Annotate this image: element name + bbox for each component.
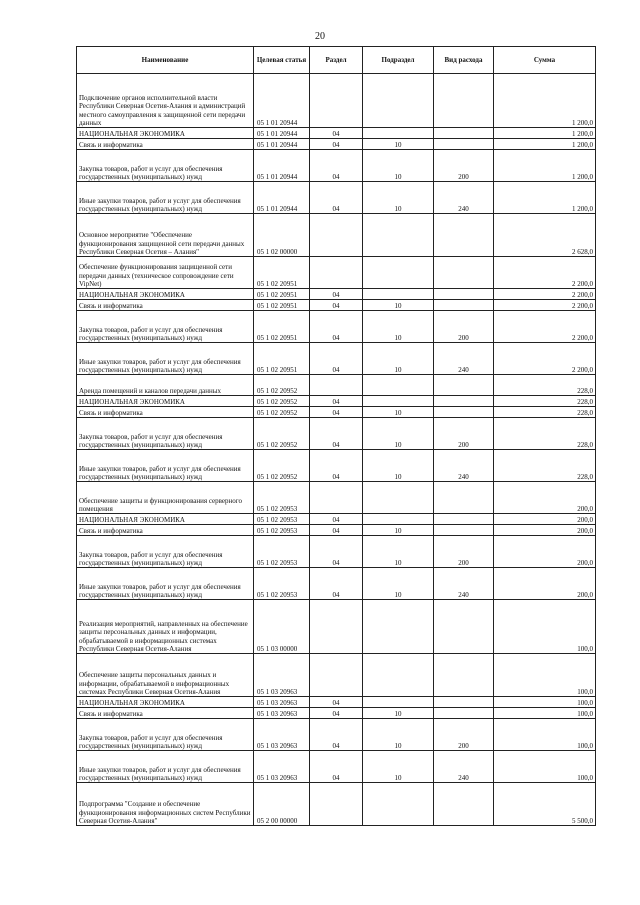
cell-section: 04 [310, 719, 363, 751]
cell-target-article: 05 2 00 00000 [254, 783, 310, 826]
cell-name: Иные закупки товаров, работ и услуг для обеспечения государственных (муниципальных) нужд [77, 568, 254, 600]
cell-sum: 200,0 [494, 514, 596, 525]
cell-section [310, 600, 363, 654]
table-body [77, 74, 596, 826]
cell-section: 04 [310, 450, 363, 482]
table-row [77, 343, 596, 375]
cell-subsection: 10 [363, 407, 434, 418]
cell-target-article: 05 1 03 20963 [254, 751, 310, 783]
table-row [77, 600, 596, 654]
cell-target-article: 05 1 02 20951 [254, 300, 310, 311]
cell-section: 04 [310, 343, 363, 375]
cell-expense-type [434, 74, 494, 128]
cell-sum: 2 200,0 [494, 257, 596, 289]
cell-sum: 1 200,0 [494, 139, 596, 150]
cell-sum: 228,0 [494, 375, 596, 396]
cell-sum: 1 200,0 [494, 128, 596, 139]
cell-expense-type [434, 375, 494, 396]
budget-table [76, 46, 596, 826]
header-name: Наименование [77, 47, 254, 74]
cell-target-article: 05 1 02 20953 [254, 514, 310, 525]
cell-target-article: 05 1 01 20944 [254, 139, 310, 150]
cell-subsection: 10 [363, 311, 434, 343]
cell-section: 04 [310, 139, 363, 150]
cell-expense-type [434, 407, 494, 418]
cell-expense-type [434, 514, 494, 525]
table-row [77, 568, 596, 600]
cell-name: НАЦИОНАЛЬНАЯ ЭКОНОМИКА [77, 128, 254, 139]
cell-section: 04 [310, 525, 363, 536]
cell-name: Закупка товаров, работ и услуг для обеспечения государственных (муниципальных) нужд [77, 418, 254, 450]
cell-target-article: 05 1 03 20963 [254, 708, 310, 719]
cell-sum: 228,0 [494, 450, 596, 482]
cell-name: Иные закупки товаров, работ и услуг для обеспечения государственных (муниципальных) нужд [77, 450, 254, 482]
cell-target-article: 05 1 02 20951 [254, 289, 310, 300]
page-number: 20 [315, 31, 325, 42]
cell-subsection: 10 [363, 343, 434, 375]
cell-sum: 2 200,0 [494, 343, 596, 375]
cell-expense-type [434, 708, 494, 719]
cell-section [310, 783, 363, 826]
cell-name: Иные закупки товаров, работ и услуг для обеспечения государственных (муниципальных) нужд [77, 182, 254, 214]
cell-name: Аренда помещений и каналов передачи данных [77, 375, 254, 396]
table-row [77, 697, 596, 708]
cell-section: 04 [310, 514, 363, 525]
cell-target-article: 05 1 02 20951 [254, 257, 310, 289]
cell-section [310, 375, 363, 396]
cell-expense-type: 240 [434, 568, 494, 600]
cell-subsection: 10 [363, 418, 434, 450]
cell-subsection [363, 654, 434, 697]
cell-name: Связь и информатика [77, 708, 254, 719]
cell-section [310, 482, 363, 514]
cell-section: 04 [310, 697, 363, 708]
cell-expense-type [434, 257, 494, 289]
cell-section [310, 74, 363, 128]
table-row [77, 150, 596, 182]
cell-expense-type: 200 [434, 311, 494, 343]
cell-subsection [363, 783, 434, 826]
cell-target-article: 05 1 03 20963 [254, 654, 310, 697]
cell-section: 04 [310, 708, 363, 719]
table-row [77, 375, 596, 396]
cell-sum: 100,0 [494, 751, 596, 783]
cell-target-article: 05 1 02 20951 [254, 311, 310, 343]
table-header-row [77, 47, 596, 74]
table-row [77, 536, 596, 568]
cell-name: Реализация мероприятий, направленных на обеспечение защиты персональных данных и информации, обрабатываемой в информационных системах Республики Северная Осетия-Алания [77, 600, 254, 654]
cell-sum: 2 200,0 [494, 289, 596, 300]
cell-subsection: 10 [363, 568, 434, 600]
cell-target-article: 05 1 02 20952 [254, 407, 310, 418]
cell-expense-type: 240 [434, 343, 494, 375]
cell-sum: 228,0 [494, 407, 596, 418]
cell-subsection: 10 [363, 450, 434, 482]
cell-subsection: 10 [363, 536, 434, 568]
cell-sum: 100,0 [494, 708, 596, 719]
cell-expense-type: 240 [434, 182, 494, 214]
cell-sum: 200,0 [494, 536, 596, 568]
cell-section [310, 654, 363, 697]
cell-subsection [363, 74, 434, 128]
cell-sum: 5 500,0 [494, 783, 596, 826]
table-row [77, 654, 596, 697]
cell-expense-type [434, 600, 494, 654]
cell-expense-type: 240 [434, 450, 494, 482]
cell-sum: 100,0 [494, 719, 596, 751]
table-row [77, 418, 596, 450]
table-row [77, 719, 596, 751]
table-row [77, 482, 596, 514]
cell-target-article: 05 1 03 20963 [254, 719, 310, 751]
cell-sum: 1 200,0 [494, 150, 596, 182]
cell-target-article: 05 1 02 20953 [254, 482, 310, 514]
table-row [77, 708, 596, 719]
cell-section: 04 [310, 568, 363, 600]
cell-expense-type: 200 [434, 536, 494, 568]
cell-subsection [363, 514, 434, 525]
cell-sum: 2 628,0 [494, 214, 596, 257]
cell-sum: 100,0 [494, 697, 596, 708]
table-row [77, 525, 596, 536]
cell-name: Подключение органов исполнительной власти Республики Северная Осетия-Алания и администраций местного самоуправления к защищенной сети передачи данных [77, 74, 254, 128]
cell-target-article: 05 1 02 20951 [254, 343, 310, 375]
table-row [77, 289, 596, 300]
cell-section: 04 [310, 128, 363, 139]
table-row [77, 514, 596, 525]
cell-name: Обеспечение защиты персональных данных и информации, обрабатываемой в информационных системах Республики Северная Осетия-Алания [77, 654, 254, 697]
cell-expense-type [434, 654, 494, 697]
cell-name: Закупка товаров, работ и услуг для обеспечения государственных (муниципальных) нужд [77, 536, 254, 568]
cell-target-article: 05 1 01 20944 [254, 150, 310, 182]
cell-subsection [363, 214, 434, 257]
cell-section: 04 [310, 150, 363, 182]
cell-subsection [363, 257, 434, 289]
cell-sum: 228,0 [494, 396, 596, 407]
cell-section: 04 [310, 751, 363, 783]
cell-expense-type [434, 289, 494, 300]
cell-subsection [363, 289, 434, 300]
cell-subsection [363, 600, 434, 654]
cell-name: Связь и информатика [77, 139, 254, 150]
cell-section: 04 [310, 300, 363, 311]
cell-section: 04 [310, 396, 363, 407]
cell-sum: 228,0 [494, 418, 596, 450]
cell-target-article: 05 1 02 20952 [254, 450, 310, 482]
cell-target-article: 05 1 02 20953 [254, 568, 310, 600]
cell-name: Связь и информатика [77, 407, 254, 418]
cell-expense-type [434, 482, 494, 514]
cell-name: НАЦИОНАЛЬНАЯ ЭКОНОМИКА [77, 514, 254, 525]
table-row [77, 257, 596, 289]
cell-target-article: 05 1 02 20953 [254, 536, 310, 568]
table-row [77, 128, 596, 139]
cell-subsection: 10 [363, 139, 434, 150]
cell-sum: 200,0 [494, 568, 596, 600]
table-row [77, 311, 596, 343]
header-expense-type: Вид расхода [434, 47, 494, 74]
table-row [77, 214, 596, 257]
cell-subsection: 10 [363, 708, 434, 719]
cell-subsection: 10 [363, 300, 434, 311]
header-subsection: Подраздел [363, 47, 434, 74]
cell-subsection [363, 697, 434, 708]
cell-expense-type: 240 [434, 751, 494, 783]
cell-name: НАЦИОНАЛЬНАЯ ЭКОНОМИКА [77, 697, 254, 708]
cell-target-article: 05 1 02 20952 [254, 396, 310, 407]
table-row [77, 751, 596, 783]
table-row [77, 396, 596, 407]
cell-subsection [363, 375, 434, 396]
cell-sum: 100,0 [494, 654, 596, 697]
table-row [77, 182, 596, 214]
cell-name: Обеспечение функционирования защищенной сети передачи данных (техническое сопровождение сети VipNet) [77, 257, 254, 289]
table-row [77, 450, 596, 482]
cell-sum: 1 200,0 [494, 182, 596, 214]
cell-sum: 200,0 [494, 525, 596, 536]
cell-subsection: 10 [363, 719, 434, 751]
cell-expense-type [434, 396, 494, 407]
cell-section [310, 214, 363, 257]
cell-name: Закупка товаров, работ и услуг для обеспечения государственных (муниципальных) нужд [77, 719, 254, 751]
cell-target-article: 05 1 01 20944 [254, 74, 310, 128]
cell-expense-type [434, 214, 494, 257]
table-row [77, 407, 596, 418]
cell-name: Связь и информатика [77, 525, 254, 536]
cell-name: НАЦИОНАЛЬНАЯ ЭКОНОМИКА [77, 289, 254, 300]
cell-section: 04 [310, 407, 363, 418]
cell-section: 04 [310, 418, 363, 450]
cell-target-article: 05 1 01 20944 [254, 128, 310, 139]
cell-expense-type [434, 300, 494, 311]
cell-expense-type: 200 [434, 418, 494, 450]
cell-name: Иные закупки товаров, работ и услуг для обеспечения государственных (муниципальных) нужд [77, 751, 254, 783]
cell-expense-type [434, 525, 494, 536]
cell-sum: 2 200,0 [494, 300, 596, 311]
cell-section: 04 [310, 536, 363, 568]
cell-subsection [363, 128, 434, 139]
table-row [77, 74, 596, 128]
cell-name: Подпрограмма "Создание и обеспечение функционирования информационных систем Республики Северная Осетия-Алания" [77, 783, 254, 826]
cell-expense-type: 200 [434, 150, 494, 182]
cell-target-article: 05 1 01 20944 [254, 182, 310, 214]
cell-subsection [363, 396, 434, 407]
cell-name: Обеспечение защиты и функционирования серверного помещения [77, 482, 254, 514]
cell-name: Основное мероприятие "Обеспечение функционирования защищенной сети передачи данных Республики Северная Осетия – Алания" [77, 214, 254, 257]
header-section: Раздел [310, 47, 363, 74]
cell-name: НАЦИОНАЛЬНАЯ ЭКОНОМИКА [77, 396, 254, 407]
cell-target-article: 05 1 02 20953 [254, 525, 310, 536]
cell-name: Связь и информатика [77, 300, 254, 311]
cell-target-article: 05 1 02 20952 [254, 418, 310, 450]
cell-section [310, 257, 363, 289]
cell-name: Закупка товаров, работ и услуг для обеспечения государственных (муниципальных) нужд [77, 311, 254, 343]
cell-subsection: 10 [363, 150, 434, 182]
cell-expense-type [434, 139, 494, 150]
cell-section: 04 [310, 289, 363, 300]
cell-name: Закупка товаров, работ и услуг для обеспечения государственных (муниципальных) нужд [77, 150, 254, 182]
header-target-article: Целевая статья [254, 47, 310, 74]
cell-subsection: 10 [363, 525, 434, 536]
cell-subsection [363, 482, 434, 514]
cell-expense-type [434, 128, 494, 139]
cell-sum: 100,0 [494, 600, 596, 654]
cell-subsection: 10 [363, 182, 434, 214]
cell-name: Иные закупки товаров, работ и услуг для обеспечения государственных (муниципальных) нужд [77, 343, 254, 375]
table-row [77, 783, 596, 826]
cell-expense-type [434, 783, 494, 826]
table-row [77, 139, 596, 150]
table-row [77, 300, 596, 311]
header-sum: Сумма [494, 47, 596, 74]
cell-target-article: 05 1 02 20952 [254, 375, 310, 396]
cell-sum: 2 200,0 [494, 311, 596, 343]
cell-expense-type: 200 [434, 719, 494, 751]
cell-target-article: 05 1 03 20963 [254, 697, 310, 708]
cell-sum: 200,0 [494, 482, 596, 514]
cell-target-article: 05 1 02 00000 [254, 214, 310, 257]
cell-section: 04 [310, 311, 363, 343]
cell-sum: 1 200,0 [494, 74, 596, 128]
cell-subsection: 10 [363, 751, 434, 783]
cell-target-article: 05 1 03 00000 [254, 600, 310, 654]
cell-expense-type [434, 697, 494, 708]
cell-section: 04 [310, 182, 363, 214]
